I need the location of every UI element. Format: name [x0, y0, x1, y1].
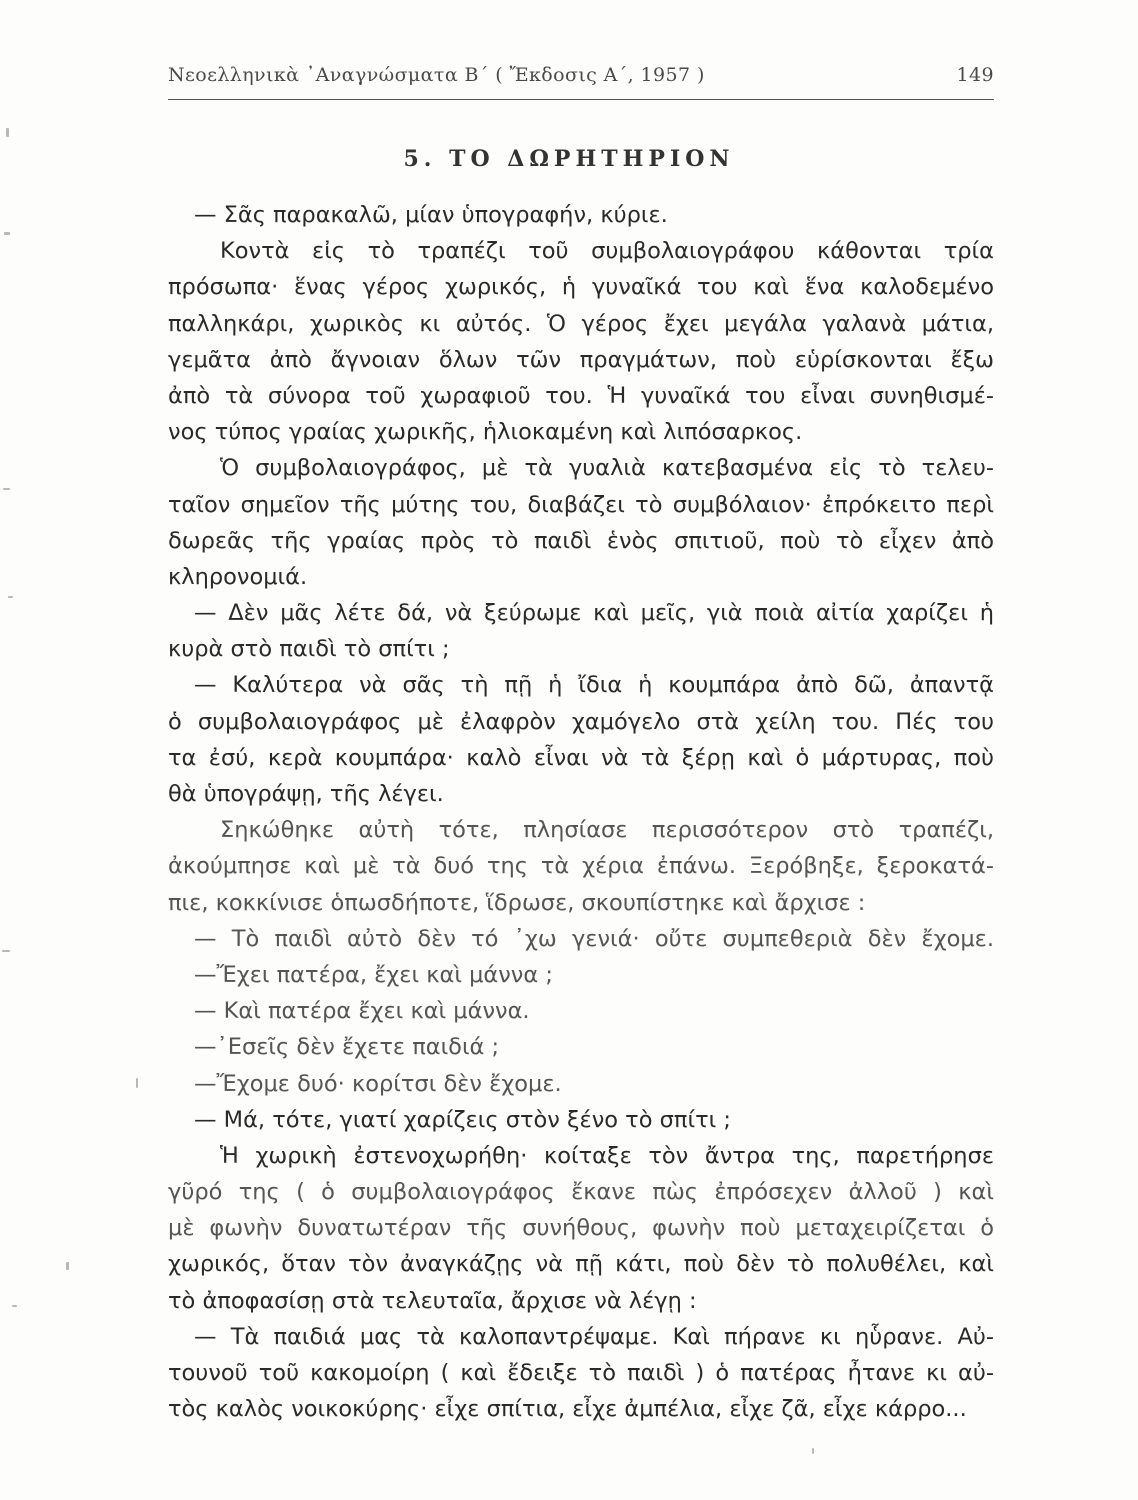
- page-number: 149: [956, 64, 994, 86]
- text-line: τουνοῦ τοῦ κακομοίρη ( καὶ ἔδειξε τὸ παιδὶ ) ὁ πατέρας ἦτανε κι αὐ-: [168, 1360, 994, 1386]
- running-header: [168, 62, 994, 94]
- text-line: νος τύπος γραίας χωρικῆς, ἡλιοκαμένη καὶ λιπόσαρκος.: [168, 419, 803, 446]
- scan-speck: [136, 1078, 138, 1088]
- text-line: — Μά, τότε, γιατί χαρίζεις στὸν ξένο τὸ σπίτι ;: [194, 1106, 731, 1133]
- text-line: — Καὶ πατέρα ἔχει καὶ μάννα.: [194, 998, 530, 1025]
- text-line: τα ἐσύ, κερὰ κουμπάρα· καλὸ εἶναι νὰ τὰ ξέρῃ καὶ ὁ μάρτυρας, ποὺ: [168, 744, 994, 771]
- text-line: —Ἔχει πατέρα, ἔχει καὶ μάννα ;: [194, 961, 553, 988]
- book-title: Νεοελληνικὰ ᾿Αναγνώσματα Β΄ ( Ἔκδοσις Α΄, 1957 ): [168, 64, 705, 86]
- text-line: Σηκώθηκε αὐτὴ τότε, πλησίασε περισσότερον στὸ τραπέζι,: [220, 817, 994, 844]
- scan-speck: [6, 128, 9, 137]
- text-line: —Ἔχομε δυό· κορίτσι δὲν ἔχομε.: [194, 1070, 562, 1097]
- text-line: πρόσωπα· ἕνας γέρος χωρικός, ἡ γυναῖκά του καὶ ἕνα καλοδεμένο: [168, 274, 994, 301]
- scan-speck: [2, 950, 10, 952]
- text-line: δωρεᾶς τῆς γραίας πρὸς τὸ παιδὶ ἑνὸς σπιτιοῦ, ποὺ τὸ εἶχεν ἀπὸ: [168, 527, 994, 554]
- text-line: Ἡ χωρικὴ ἐστενοχωρήθη· κοίταξε τὸν ἄντρα της, παρετήρησε: [220, 1142, 994, 1169]
- text-line: χωρικός, ὅταν τὸν ἀναγκάζῃς νὰ πῇ κάτι, ποὺ δὲν τὸ πολυθέλει, καὶ: [168, 1251, 994, 1278]
- text-line: ταῖον σημεῖον τῆς μύτης του, διαβάζει τὸ συμβόλαιον· ἐπρόκειτο περὶ: [168, 491, 994, 518]
- header-rule: [168, 99, 994, 100]
- text-line: — Τὰ παιδιά μας τὰ καλοπαντρέψαμε. Καὶ πήρανε κι ηὗρανε. Αὐ-: [194, 1323, 994, 1350]
- text-line: ἀπὸ τὰ σύνορα τοῦ χωραφιοῦ του. Ἡ γυναῖκά του εἶναι συνηθισμέ-: [168, 382, 994, 409]
- text-line: — Τὸ παιδὶ αὐτὸ δὲν τό ᾿χω γενιά· οὔτε συμπεθεριὰ δὲν ἔχομε.: [194, 925, 994, 952]
- scan-speck: [812, 1448, 814, 1454]
- body-text: [168, 197, 994, 1427]
- chapter-title: 5. ΤΟ ΔΩΡΗΤΗΡΙΟΝ: [403, 146, 735, 172]
- text-line: —᾿Εσεῖς δὲν ἔχετε παιδιά ;: [194, 1034, 500, 1061]
- text-line: — Σᾶς παρακαλῶ, μίαν ὑπογραφήν, κύριε.: [194, 202, 668, 228]
- text-line: τὸς καλὸς νοικοκύρης· εἶχε σπίτια, εἶχε ἀμπέλια, εἶχε ζᾶ, εἶχε κάρρο...: [168, 1396, 967, 1423]
- text-line: θὰ ὑπογράψῃ, τῆς λέγει.: [168, 781, 444, 807]
- text-line: τὸ ἀποφασίσῃ στὰ τελευταῖα, ἄρχισε νὰ λέγῃ :: [168, 1287, 697, 1314]
- text-line: — Δὲν μᾶς λέτε δά, νὰ ξεύρωμε καὶ μεῖς, γιὰ ποιὰ αἰτία χαρίζει ἡ: [194, 600, 994, 627]
- text-line: πιε, κοκκίνισε ὁπωσδήποτε, ἵδρωσε, σκουπίστηκε καὶ ἄρχισε :: [168, 889, 866, 916]
- text-line: γεμᾶτα ἀπὸ ἄγνοιαν ὅλων τῶν πραγμάτων, ποὺ εὑρίσκονται ἔξω: [168, 346, 994, 373]
- text-line: ὁ συμβολαιογράφος μὲ ἐλαφρὸν χαμόγελο στὰ χείλη του. Πές του: [168, 708, 994, 735]
- text-line: — Καλύτερα νὰ σᾶς τὴ πῇ ἡ ἴδια ἡ κουμπάρα ἀπὸ δῶ, ἀπαντᾷ: [194, 672, 994, 699]
- scan-speck: [66, 1262, 69, 1270]
- text-line: ἀκούμπησε καὶ μὲ τὰ δυό της τὰ χέρια ἐπάνω. Ξερόβηξε, ξεροκατά-: [168, 853, 994, 880]
- text-line: μὲ φωνὴν δυνατωτέραν τῆς συνήθους, φωνὴν ποὺ μεταχειρίζεται ὁ: [168, 1215, 994, 1242]
- text-line: κυρὰ στὸ παιδὶ τὸ σπίτι ;: [168, 636, 450, 663]
- scan-speck: [4, 232, 10, 235]
- text-line: κληρονομιά.: [168, 563, 308, 590]
- text-line: Ὁ συμβολαιογράφος, μὲ τὰ γυαλιὰ κατεβασμένα εἰς τὸ τελευ-: [220, 455, 994, 482]
- text-line: Κοντὰ εἰς τὸ τραπέζι τοῦ συμβολαιογράφου κάθονται τρία: [220, 238, 994, 265]
- scan-speck: [8, 596, 13, 598]
- scan-speck: [3, 488, 10, 490]
- scan-speck: [12, 1305, 17, 1307]
- text-line: γῦρό της ( ὁ συμβολαιογράφος ἔκανε πὼς ἐπρόσεχεν ἀλλοῦ ) καὶ: [168, 1179, 994, 1206]
- text-line: παλληκάρι, χωρικὸς κι αὐτός. Ὁ γέρος ἔχει μεγάλα γαλανὰ μάτια,: [168, 310, 994, 337]
